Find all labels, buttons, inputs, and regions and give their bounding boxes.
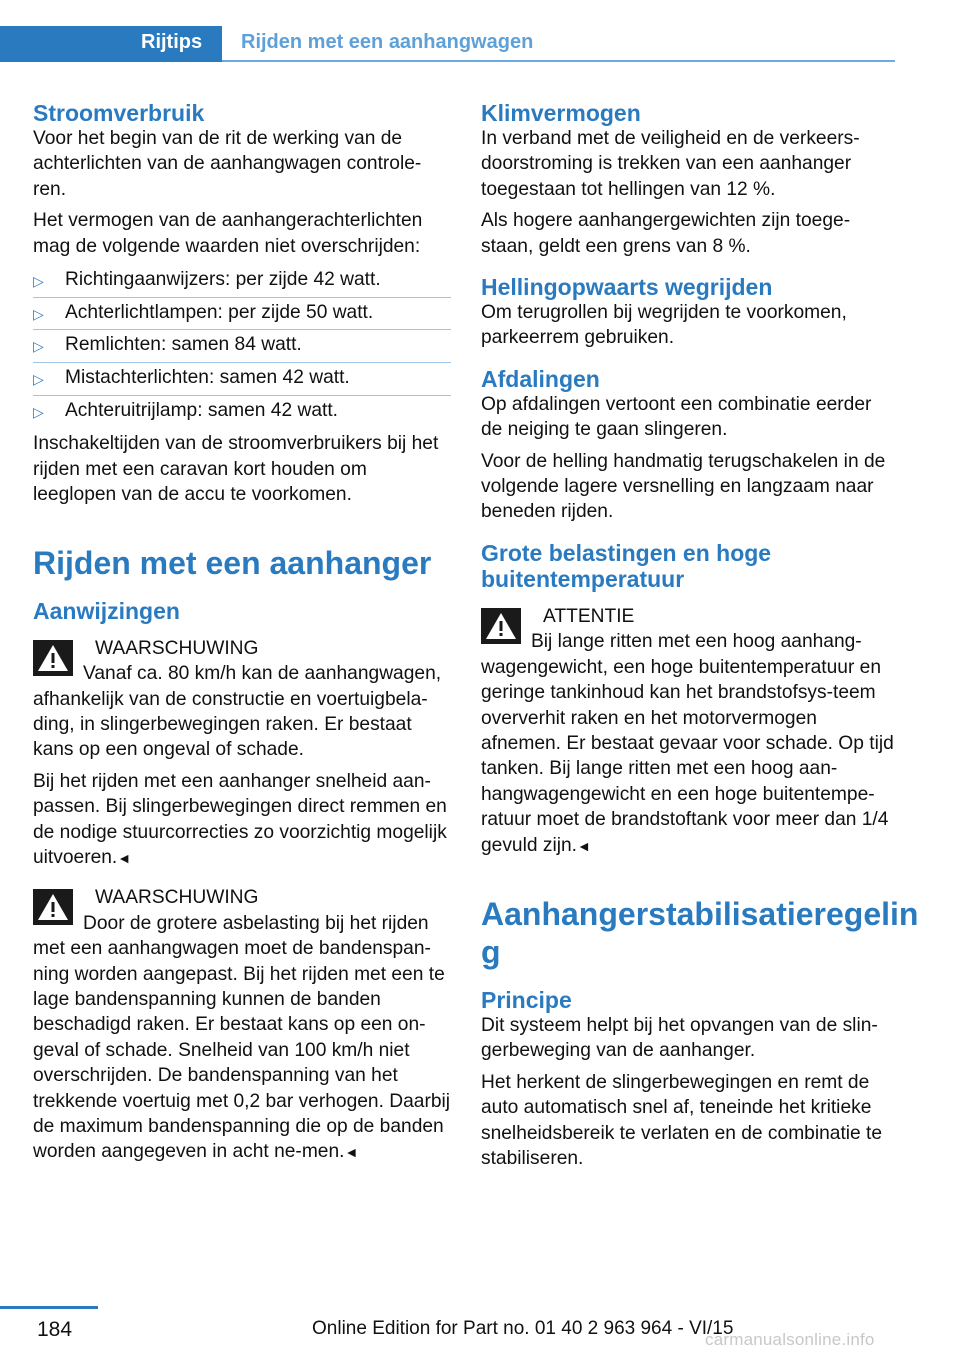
end-mark-icon: ◄ bbox=[577, 837, 591, 854]
header-section-label: Rijtips bbox=[141, 31, 203, 53]
attention-triangle-icon bbox=[481, 608, 521, 644]
online-edition-text: Online Edition for Part no. 01 40 2 963 964 - VI/15 bbox=[312, 1318, 734, 1339]
warning-text bbox=[33, 911, 451, 1166]
section-stroomverbruik bbox=[33, 100, 451, 508]
right-column bbox=[481, 100, 919, 1186]
header-chapter-title: Rijden met een aanhangwagen bbox=[241, 31, 534, 53]
warning-text-1: Door de grotere asbelasting bij het rijden met een aanhangwagen moet de bandenspan-ning worden aangepast. Bij het rijden met een te lage bandenspanning kunnen de banden beschadigd raken. Er bestaat kans op een on-geval of schade. Snelheid van 100 km/h niet overschrijden. De bandenspanning van het trekkende voertuig met 0,2 bar verhogen. Daarbij de maximum bandenspanning die op de banden worden aangegeven in acht ne-men. bbox=[33, 912, 451, 1163]
warning-label: WAARSCHUWING bbox=[95, 637, 259, 659]
list-item-text: Remlichten: samen 84 watt. bbox=[65, 334, 302, 356]
paragraph: Het vermogen van de aanhangerachterlichten mag de volgende waarden niet overschrijden: bbox=[33, 210, 423, 257]
warning-block bbox=[33, 636, 451, 872]
warning-triangle-icon bbox=[33, 889, 73, 925]
paragraph: In verband met de veiligheid en de verkeers-doorstroming is trekken van een aanhanger toegestaan tot hellingen van 12 %. bbox=[481, 128, 860, 200]
footer-rule bbox=[0, 1306, 98, 1309]
paragraph: Voor het begin van de rit de werking van de achterlichten van de aanhangwagen controle-ren. bbox=[33, 128, 422, 200]
list-item bbox=[33, 298, 451, 331]
warning-text-1: Vanaf ca. 80 km/h kan de aanhangwagen, afhankelijk van de constructie en voertuigbela-ding, in slingerbewegingen raken. Er bestaat kans op een ongeval of schade. bbox=[33, 663, 442, 761]
list-item bbox=[33, 363, 451, 396]
triangle-bullet-icon: ▷ bbox=[33, 338, 44, 355]
left-column bbox=[33, 100, 451, 1180]
heading-grote-belastingen: Grote belastingen en hoge buitentemperatuur bbox=[481, 539, 772, 592]
page-number: 184 bbox=[37, 1318, 73, 1341]
wattage-list bbox=[33, 265, 451, 427]
heading-klimvermogen: Klimvermogen bbox=[481, 100, 641, 126]
warning-label: WAARSCHUWING bbox=[95, 887, 259, 909]
attention-label: ATTENTIE bbox=[543, 605, 635, 627]
triangle-bullet-icon: ▷ bbox=[33, 403, 44, 420]
section-grote-belastingen bbox=[481, 540, 895, 859]
list-item bbox=[33, 396, 451, 428]
heading-hellingopwaarts: Hellingopwaarts wegrijden bbox=[481, 274, 773, 301]
paragraph: Voor de helling handmatig terugschakelen in de volgende lagere versnelling en langzaam naar beneden rijden. bbox=[481, 450, 886, 523]
warning-text bbox=[33, 661, 451, 763]
list-item-text: Achterlichtlampen: per zijde 50 watt. bbox=[65, 301, 374, 323]
list-item-text: Achteruitrijlamp: samen 42 watt. bbox=[65, 399, 339, 421]
list-item-text: Mistachterlichten: samen 42 watt. bbox=[65, 367, 350, 389]
triangle-bullet-icon: ▷ bbox=[33, 371, 44, 388]
triangle-bullet-icon: ▷ bbox=[33, 305, 44, 322]
section-afdalingen bbox=[481, 366, 895, 525]
header-rule bbox=[222, 60, 895, 62]
warning-text-2: Bij het rijden met een aanhanger snelheid aan-passen. Bij slingerbewegingen direct remmen en de nodige stuurcorrecties zo voorzichtig mogelijk uitvoeren. bbox=[33, 770, 447, 868]
section-hellingopwaarts bbox=[481, 274, 895, 351]
heading-aanwijzingen: Aanwijzingen bbox=[33, 597, 180, 624]
main-heading-stabilisatie: Aanhangerstabilisatieregelin g bbox=[481, 895, 919, 970]
watermark: carmanualsonline.info bbox=[705, 1330, 875, 1349]
paragraph: Het herkent de slingerbewegingen en remt de auto automatisch snel af, teneinde het kritieke snelheidsbereik te verlaten en de combinatie te stabiliseren. bbox=[481, 1071, 883, 1169]
list-item bbox=[33, 330, 451, 363]
end-mark-icon: ◄ bbox=[117, 849, 132, 866]
warning-triangle-icon bbox=[33, 640, 73, 676]
paragraph: Als hogere aanhangergewichten zijn toege-staan, geldt een grens van 8 %. bbox=[481, 210, 851, 257]
main-heading-rijden: Rijden met een aanhanger bbox=[33, 544, 432, 581]
heading-afdalingen: Afdalingen bbox=[481, 365, 600, 392]
warning-block bbox=[33, 885, 451, 1165]
triangle-bullet-icon: ▷ bbox=[33, 273, 44, 290]
end-mark-icon: ◄ bbox=[344, 1144, 359, 1161]
section-klimvermogen bbox=[481, 100, 895, 259]
heading-stroomverbruik: Stroomverbruik bbox=[33, 100, 205, 126]
attention-block bbox=[481, 604, 895, 859]
list-item-text: Richtingaanwijzers: per zijde 42 watt. bbox=[65, 269, 381, 291]
paragraph: Om terugrollen bij wegrijden te voorkomen, parkeerrem gebruiken. bbox=[481, 302, 847, 349]
attention-text-1: Bij lange ritten met een hoog aanhang-wagengewicht, een hoge buitentemperatuur en geringe tankinhoud kan het brandstofsys-teem oververhit raken en het motorvermogen afnemen. Er bestaat gevaar voor schade. Op tijd tanken. Bij lange ritten met een hoog aan-hangwagengewicht en een hoge buitentempe-ratuur moet de brandstoftank voor meer dan 1/4 gevuld zijn. bbox=[481, 631, 894, 856]
page-header bbox=[0, 0, 960, 66]
section-principe bbox=[481, 987, 895, 1171]
heading-principe: Principe bbox=[481, 986, 572, 1013]
paragraph: Inschakeltijden van de stroomverbruikers bij het rijden met een caravan kort houden om leeglopen van de accu te voorkomen. bbox=[33, 433, 439, 506]
warning-text bbox=[33, 769, 451, 872]
paragraph: Dit systeem helpt bij het opvangen van de slin-gerbeweging van de aanhanger. bbox=[481, 1014, 878, 1062]
paragraph: Op afdalingen vertoont een combinatie eerder de neiging te gaan slingeren. bbox=[481, 393, 872, 441]
attention-text bbox=[481, 629, 895, 859]
list-item bbox=[33, 265, 451, 298]
